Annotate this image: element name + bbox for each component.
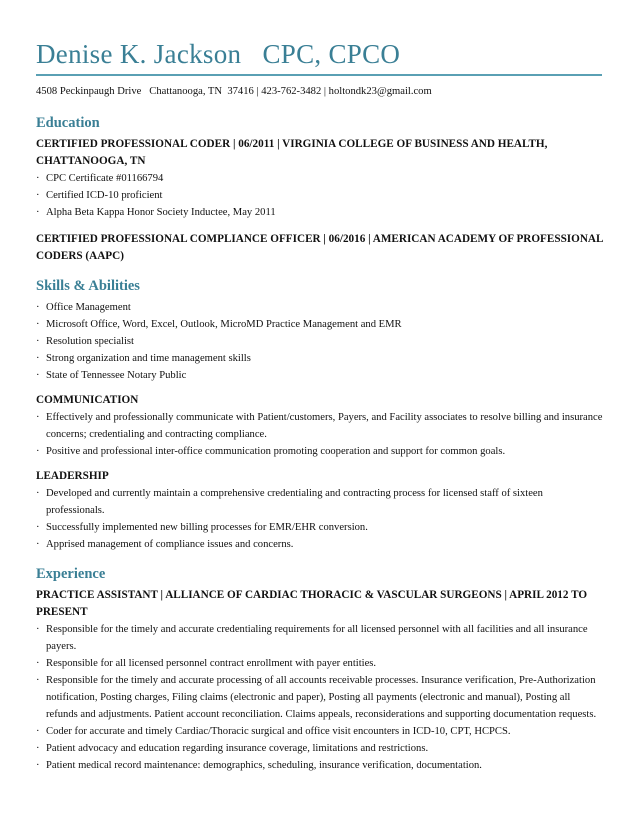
list-item: · Coder for accurate and timely Cardiac/Thoracic surgical and office visit encounters in ICD-10, CPT, HCPCS. [36,723,604,740]
job-duties-list [36,621,604,774]
list-item: · CPC Certificate #01166794 [36,170,604,187]
list-item: · Microsoft Office, Word, Excel, Outlook, MicroMD Practice Management and EMR [36,316,604,333]
list-item: · Responsible for the timely and accurate processing of all accounts receivable processes. Insurance verification, Pre-Authorization notification, Posting charges, Filing claims (electronic and paper), Posting all payments (electronic and manual), Posting all refunds and adjustments. Patient account reconciliation. Claims appeals, reconsiderations and supporting documentation requests. [36,672,604,723]
list-item: · Certified ICD-10 proficient [36,187,604,204]
list-item: · Effectively and professionally communicate with Patient/customers, Payers, and Facility associates to resolve billing and insurance concerns; credentialing and contracting compliance. [36,409,604,443]
communication-heading: COMMUNICATION [36,394,139,406]
skills-list [36,299,604,384]
education-heading-cpco: CERTIFIED PROFESSIONAL COMPLIANCE OFFICER | 06/2016 | AMERICAN ACADEMY OF PROFESSIONAL CODERS (AAPC) [36,233,603,262]
list-item: · Patient advocacy and education regarding insurance coverage, limitations and restrictions. [36,740,604,757]
list-item: · Developed and currently maintain a comprehensive credentialing and contracting process for licensed staff of sixteen professionals. [36,485,604,519]
list-item: · Successfully implemented new billing processes for EMR/EHR conversion. [36,519,604,536]
list-item: · Responsible for all licensed personnel contract enrollment with payer entities. [36,655,604,672]
leadership-heading: LEADERSHIP [36,470,109,482]
header-divider [36,74,602,76]
education-list-cpc [36,170,604,221]
list-item: · State of Tennessee Notary Public [36,367,604,384]
list-item: · Responsible for the timely and accurate credentialing requirements for all licensed personnel with all facilities and all insurance payers. [36,621,604,655]
contact-line: 4508 Peckinpaugh Drive Chattanooga, TN 37416 | 423-762-3482 | holtondk23@gmail.com [36,86,432,97]
list-item: · Apprised management of compliance issues and concerns. [36,536,604,553]
section-title-experience: Experience [36,566,106,582]
list-item: · Office Management [36,299,604,316]
resume-page [36,36,604,774]
leadership-list [36,485,604,553]
section-title-education: Education [36,115,100,131]
candidate-name: Denise K. Jackson CPC, CPCO [36,39,401,69]
list-item: · Patient medical record maintenance: demographics, scheduling, insurance verification, documentation. [36,757,604,774]
section-title-skills: Skills & Abilities [36,278,140,294]
list-item: · Resolution specialist [36,333,604,350]
list-item: · Strong organization and time management skills [36,350,604,367]
education-heading-cpc: CERTIFIED PROFESSIONAL CODER | 06/2011 | VIRGINIA COLLEGE OF BUSINESS AND HEALTH, CHATTANOOGA, TN [36,138,548,167]
job-heading: PRACTICE ASSISTANT | ALLIANCE OF CARDIAC THORACIC & VASCULAR SURGEONS | APRIL 2012 TO PRESENT [36,589,588,618]
list-item: · Alpha Beta Kappa Honor Society Inductee, May 2011 [36,204,604,221]
list-item: · Positive and professional inter-office communication promoting cooperation and support for common goals. [36,443,604,460]
communication-list [36,409,604,460]
